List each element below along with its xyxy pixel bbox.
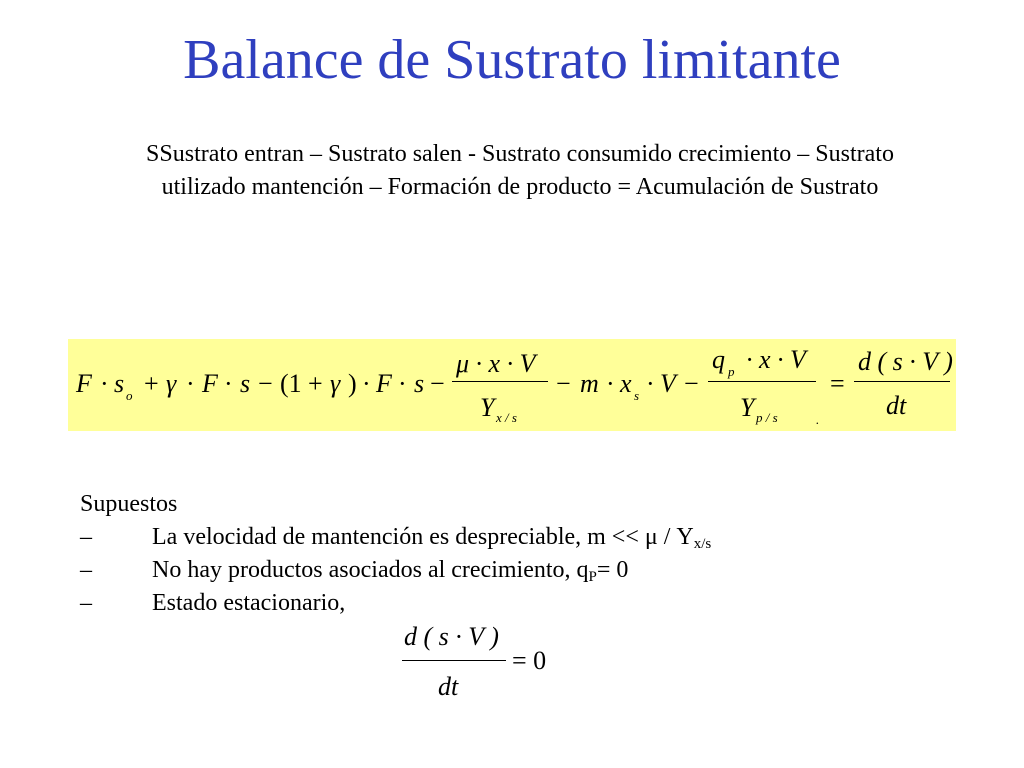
eq-minus: − — [430, 369, 445, 398]
eq-period: . — [816, 412, 820, 427]
steady-state-equation — [400, 620, 600, 710]
eq-minus: − — [556, 369, 571, 398]
eq-dot: · — [362, 369, 371, 398]
eq-plus: + — [144, 369, 159, 398]
eq-x: x — [620, 369, 632, 398]
eq-F: F — [76, 369, 92, 398]
assumptions-list — [80, 488, 980, 620]
frac1-numerator: μ · x · V — [456, 349, 536, 378]
assumptions-heading: Supuestos — [80, 491, 178, 517]
eq-dot: · — [186, 369, 195, 398]
list-item-sub: x/s — [693, 536, 712, 552]
list-item-text: Estado estacionario, — [152, 590, 346, 616]
frac2-denominator: Y — [740, 393, 755, 422]
frac1-denominator: Y — [480, 393, 495, 422]
eq-sub-o: o — [126, 388, 133, 403]
eq-F: F — [376, 369, 392, 398]
list-item-sub: P — [588, 569, 597, 585]
eq-paren-close: ) — [348, 369, 357, 398]
dash-bullet: – — [80, 524, 92, 550]
ss-bar — [402, 660, 506, 661]
list-item-tail: = 0 — [596, 557, 629, 583]
eq-s: s — [414, 369, 425, 398]
balance-statement — [60, 138, 980, 204]
eq-gamma: γ — [166, 369, 177, 398]
slide-title: Balance de Sustrato limitante — [183, 29, 841, 91]
frac2-bar — [708, 381, 816, 382]
eq-paren-open: (1 — [280, 369, 302, 398]
eq-dot: · — [398, 369, 407, 398]
eq-sub-s: s — [634, 388, 640, 403]
ss-rhs: = 0 — [512, 646, 547, 675]
eq-s: s — [240, 369, 251, 398]
frac2-num-sub: p — [728, 364, 735, 379]
eq-F: F — [202, 369, 218, 398]
list-item-text: La velocidad de mantención es despreciable, m << μ / Y — [152, 524, 694, 550]
eq-dot: · — [100, 369, 109, 398]
eq-equals: = — [830, 369, 845, 398]
eq-V: V — [660, 369, 676, 398]
rhs-bar — [854, 381, 950, 382]
frac2-den-sub: p / s — [756, 410, 778, 425]
eq-minus: − — [258, 369, 273, 398]
eq-plus: + — [308, 369, 323, 398]
list-item-text: No hay productos asociados al crecimiento, q — [152, 557, 589, 583]
rhs-denominator: dt — [886, 391, 907, 420]
frac2-num-q: q — [712, 345, 725, 374]
statement-line-2: utilizado mantención – Formación de producto = Acumulación de Sustrato — [161, 174, 879, 200]
frac2-num-rest: · x · V — [746, 345, 806, 374]
eq-dot: · — [224, 369, 233, 398]
list-item — [80, 554, 980, 587]
dash-bullet: – — [80, 590, 92, 616]
list-item — [80, 521, 980, 554]
rhs-numerator: d ( s · V ) — [858, 347, 953, 376]
ss-numerator: d ( s · V ) — [404, 622, 499, 651]
dash-bullet: – — [80, 557, 92, 583]
ss-denominator: dt — [438, 672, 459, 701]
list-item — [80, 587, 980, 620]
substrate-balance-equation — [68, 339, 956, 431]
statement-line-1: SSustrato entran – Sustrato salen - Sustrato consumido crecimiento – Sustrato — [146, 141, 894, 167]
frac1-bar — [452, 381, 548, 382]
eq-dot: · — [646, 369, 655, 398]
eq-minus: − — [684, 369, 699, 398]
frac1-den-sub: x / s — [496, 410, 517, 425]
eq-s: s — [114, 369, 125, 398]
eq-dot: · — [606, 369, 615, 398]
eq-gamma: γ — [330, 369, 341, 398]
eq-m: m — [580, 369, 599, 398]
